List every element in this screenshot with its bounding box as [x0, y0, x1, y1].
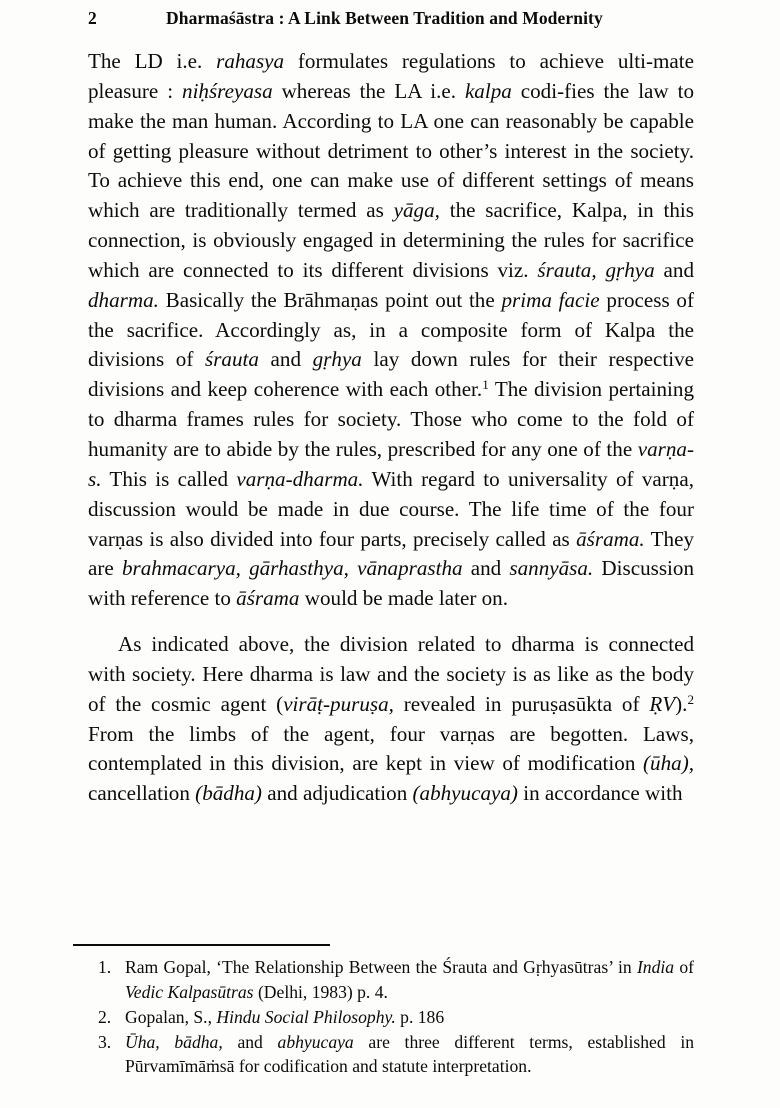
footnote-text: Ram Gopal, ‘The Relationship Between the Śrauta and Gṛhyasūtras’ in India of Vedic Kalpasūtras (Delhi, 1983) p. 4.: [125, 957, 695, 1002]
footnote-item: [98, 1005, 694, 1030]
page-number: 2: [88, 8, 97, 28]
footnote-list: [98, 955, 694, 1079]
footnote-number: 3.: [98, 1031, 112, 1052]
footnote-text: Ūha, bādha, and abhyucaya are three different terms, established in Pūrvamīmāṁsā for codification and statute interpretation.: [125, 1031, 695, 1077]
running-head: [88, 8, 692, 34]
footnote-item: [98, 955, 694, 1004]
footnote-number: 2.: [98, 1006, 112, 1027]
footnote-text: Gopalan, S., Hindu Social Philosophy. p. 186: [125, 1006, 445, 1027]
paragraph-1: The LD i.e. rahasya formulates regulations to achieve ulti-mate pleasure : niḥśreyasa whereas the LA i.e. kalpa codi-fies the law to make the man human. According to LA one can reasonably be capable of getting pleasure without detriment to other’s interest in the society. To achieve this end, one can make use of different settings of means which are traditionally termed as yāga, the sacrifice, Kalpa, in this connection, is obviously engaged in determining the rules for sacrifice which are connected to its different divisions viz. śrauta, gṛhya and dharma. Basically the Brāhmaṇas point out the prima facie process of the sacrifice. Accordingly as, in a composite form of Kalpa the divisions of śrauta and gṛhya lay down rules for their respective divisions and keep coherence with each other.$^1$ The division pertaining to dharma frames rules for society. Those who come to the fold of humanity are to abide by the rules, prescribed for any one of the varṇa-s. This is called varṇa-dharma. With regard to universality of varṇa, discussion would be made in due course. The life time of the four varṇas is also divided into four parts, precisely called as āśrama. They are brahmacarya, gārhasthya, vānaprastha and sannyāsa. Discussion with reference to āśrama would be made later on.: [88, 49, 695, 611]
body-text: [88, 47, 694, 809]
footnote-item: [98, 1030, 694, 1079]
running-head-title: Dharmaśāstra : A Link Between Tradition and Modernity: [166, 8, 603, 28]
footnote-separator-rule: [73, 944, 330, 946]
footnote-number: 1.: [98, 957, 112, 977]
paragraph-2: As indicated above, the division related to dharma is connected with society. Here dharma is law and the society is as like as the body of the cosmic agent (virāṭ-puruṣa, revealed in puruṣasūkta of ṚV).$^2$ From the limbs of the agent, four varṇas are begotten. Laws, contemplated in this division, are kept in view of modification (ūha), cancellation (bādha) and adjudication (abhyucaya) in accordance with: [88, 632, 694, 806]
